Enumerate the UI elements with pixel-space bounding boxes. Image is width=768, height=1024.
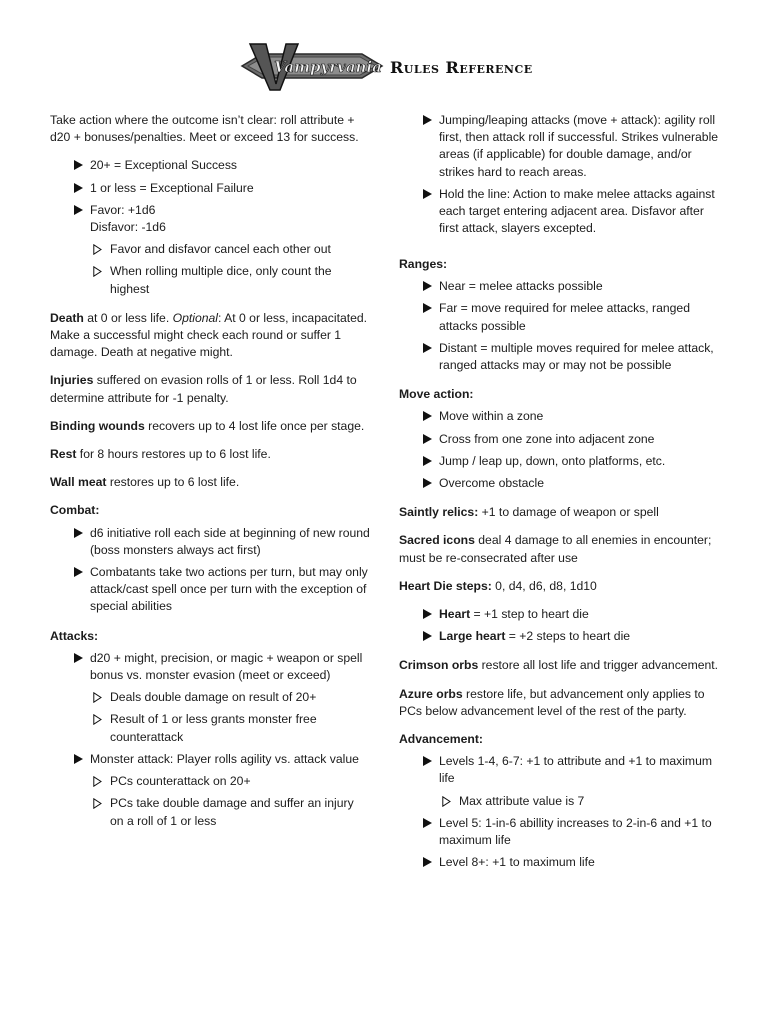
injuries-paragraph: Injuries suffered on evasion rolls of 1 or less. Roll 1d4 to determine attribute for -1 penalty. [50,373,357,405]
sub-list-item: PCs take double damage and suffer an injury on a roll of 1 or less [90,795,370,829]
list-item: Near = melee attacks possible [399,278,724,295]
list-item: Distant = multiple moves required for melee attack, ranged attacks may or may not be possible [399,340,724,374]
outcome-list [50,157,370,297]
list-item: Level 5: 1-in-6 abillity increases to 2-in-6 and +1 to maximum life [399,815,724,849]
hollow-triangle-bullet-icon [93,776,102,787]
triangle-bullet-icon [423,609,432,619]
list-item: Heart = +1 step to heart die [399,606,724,623]
list-item: 1 or less = Exceptional Failure [50,180,370,197]
triangle-bullet-icon [74,205,83,215]
rest-paragraph: Rest for 8 hours restores up to 6 lost life. [50,447,271,462]
binding-wounds-paragraph: Binding wounds recovers up to 4 lost life once per stage. [50,418,365,433]
crimson-orbs-paragraph: Crimson orbs restore all lost life and trigger advancement. [399,658,719,673]
triangle-bullet-icon [423,456,432,466]
sub-list-item: Max attribute value is 7 [439,793,724,810]
advancement-heading: Advancement: [399,732,483,747]
sub-list-item: When rolling multiple dice, only count the highest [90,263,370,297]
azure-orbs-paragraph: Azure orbs restore life, but advancement only applies to PCs below advancement level of the rest of the party. [399,686,705,718]
triangle-bullet-icon [74,183,83,193]
triangle-bullet-icon [423,411,432,421]
list-item: d6 initiative roll each side at beginning of new round (boss monsters always act first) [50,525,370,559]
advancement-list [399,753,724,871]
favor-sublist [90,241,370,298]
left-column [50,112,370,842]
sub-list-item: Favor and disfavor cancel each other out [90,241,370,258]
list-item: Jump / leap up, down, onto platforms, etc. [399,453,724,470]
triangle-bullet-icon [423,115,432,125]
triangle-bullet-icon [423,434,432,444]
sacred-icons-paragraph: Sacred icons deal 4 damage to all enemies in encounter; must be re-consecrated after use [399,533,712,565]
page-title: Rules Reference [390,58,533,77]
triangle-bullet-icon [74,160,83,170]
saintly-relics-paragraph: Saintly relics: +1 to damage of weapon or spell [399,505,659,520]
move-action-list [399,408,724,492]
triangle-bullet-icon [423,631,432,641]
move-action-heading: Move action: [399,387,474,402]
hollow-triangle-bullet-icon [93,244,102,255]
hollow-triangle-bullet-icon [93,692,102,703]
triangle-bullet-icon [423,478,432,488]
list-item: Combatants take two actions per turn, but may only attack/cast spell once per turn with the exception of special abilities [50,564,370,616]
disfavor-line: Disfavor: -1d6 [90,220,166,235]
triangle-bullet-icon [423,281,432,291]
triangle-bullet-icon [423,189,432,199]
sub-list-item: PCs counterattack on 20+ [90,773,370,790]
monster-sublist [90,773,370,830]
attack-sublist [90,689,370,746]
combat-list [50,525,370,616]
list-item: Far = move required for melee attacks, ranged attacks possible [399,300,724,334]
attacks-heading: Attacks: [50,628,99,643]
triangle-bullet-icon [423,756,432,766]
list-item: Overcome obstacle [399,475,724,492]
hollow-triangle-bullet-icon [93,714,102,725]
triangle-bullet-icon [74,754,83,764]
list-item: 20+ = Exceptional Success [50,157,370,174]
hollow-triangle-bullet-icon [93,266,102,277]
vampyrvania-logo [240,40,384,92]
page-header [240,40,580,92]
right-column-main [399,256,724,883]
combat-heading: Combat: [50,503,100,518]
list-item: Move within a zone [399,408,724,425]
svg-text:Vampyrvania: Vampyrvania [274,58,382,76]
list-item: d20 + might, precision, or magic + weapon or spell bonus vs. monster evasion (meet or exceed) Deals double damage on result of 20+ Result of 1 or less grants monster free counterattack [50,650,370,746]
hollow-triangle-bullet-icon [93,798,102,809]
list-item: Hold the line: Action to make melee attacks against each target entering adjacent area. Disfavor after first attack, slayers excepted. [399,186,724,238]
advancement-sublist [439,793,724,810]
list-item: Monster attack: Player rolls agility vs. attack value PCs counterattack on 20+ PCs take double damage and suffer an injury on a roll of 1 or less [50,751,370,830]
heart-die-paragraph: Heart Die steps: 0, d4, d6, d8, 1d10 [399,578,597,593]
triangle-bullet-icon [74,567,83,577]
favor-line: Favor: +1d6 [90,202,156,217]
attacks-list [50,650,370,830]
list-item: Level 8+: +1 to maximum life [399,854,724,871]
triangle-bullet-icon [74,653,83,663]
list-item: Levels 1-4, 6-7: +1 to attribute and +1 to maximum life Max attribute value is 7 [399,753,724,810]
right-column-top [399,112,724,249]
triangle-bullet-icon [423,818,432,828]
list-item: Jumping/leaping attacks (move + attack): agility roll first, then attack roll if successful. Strikes vulnerable areas (if applicable) for double damage, and/or strikes hard to reach areas. [399,112,724,181]
triangle-bullet-icon [423,343,432,353]
intro-paragraph: Take action where the outcome isn’t clear: roll attribute + d20 + bonuses/penalties. Meet or exceed 13 for success. [50,113,359,145]
list-item: Cross from one zone into adjacent zone [399,431,724,448]
wall-meat-paragraph: Wall meat restores up to 6 lost life. [50,475,240,490]
list-item: Large heart = +2 steps to heart die [399,628,724,645]
sub-list-item: Result of 1 or less grants monster free counterattack [90,711,370,745]
triangle-bullet-icon [74,528,83,538]
ranges-list [399,278,724,374]
death-paragraph: Death at 0 or less life. Optional: At 0 or less, incapacitated. Make a successful might check each round or suffer 1 damage. Death at negative might. [50,310,368,360]
sub-list-item: Deals double damage on result of 20+ [90,689,370,706]
triangle-bullet-icon [423,857,432,867]
list-item [50,202,370,298]
hollow-triangle-bullet-icon [442,796,451,807]
ranges-heading: Ranges: [399,257,448,271]
triangle-bullet-icon [423,303,432,313]
heart-list [399,606,724,645]
attack-techniques-list [399,112,724,237]
